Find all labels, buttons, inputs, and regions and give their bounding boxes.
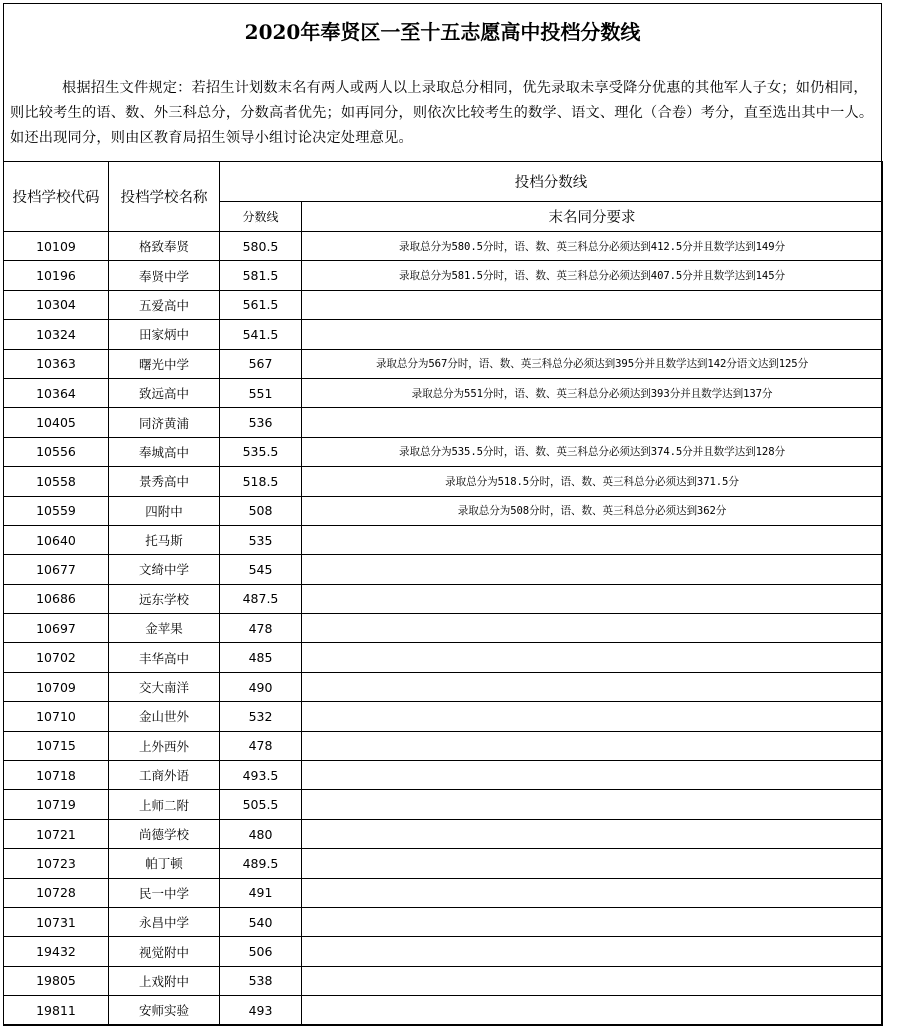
tie-requirement-cell: 录取总分为535.5分时，语、数、英三科总分必须达到374.5分并且数学达到128分 [302,437,883,466]
school-name-cell: 永昌中学 [109,907,220,936]
school-name-cell: 金山世外 [109,702,220,731]
school-code-cell: 10559 [4,496,109,525]
school-code-cell: 10558 [4,467,109,496]
score-cell: 540 [220,907,302,936]
score-cell: 491 [220,878,302,907]
school-name-cell: 景秀高中 [109,467,220,496]
table-row [4,614,883,643]
table-row [4,437,883,466]
score-cell: 581.5 [220,261,302,290]
table-row [4,966,883,995]
header-score-line: 分数线 [220,202,302,232]
school-code-cell: 19805 [4,966,109,995]
tie-requirement-cell: 录取总分为551分时，语、数、英三科总分必须达到393分并且数学达到137分 [302,378,883,407]
table-row [4,584,883,613]
school-name-cell: 上师二附 [109,790,220,819]
tie-requirement-cell [302,614,883,643]
school-name-cell: 托马斯 [109,525,220,554]
school-code-cell: 10718 [4,761,109,790]
school-code-cell: 10109 [4,232,109,261]
tie-requirement-cell: 录取总分为580.5分时，语、数、英三科总分必须达到412.5分并且数学达到149分 [302,232,883,261]
school-name-cell: 帕丁顿 [109,849,220,878]
school-name-cell: 上戏附中 [109,966,220,995]
school-code-cell: 10723 [4,849,109,878]
tie-requirement-cell [302,966,883,995]
score-table [3,161,883,1026]
admission-rule-text [4,56,881,156]
tie-requirement-cell [302,584,883,613]
table-row [4,349,883,378]
table-row [4,937,883,966]
spreadsheet [3,3,882,1025]
score-cell: 490 [220,672,302,701]
school-code-cell: 10719 [4,790,109,819]
table-row [4,643,883,672]
school-code-cell: 10405 [4,408,109,437]
table-row [4,731,883,760]
score-cell: 551 [220,378,302,407]
school-code-cell: 10364 [4,378,109,407]
score-cell: 493 [220,996,302,1025]
header-row [4,162,883,202]
table-body [4,232,883,1026]
school-code-cell: 10363 [4,349,109,378]
tie-requirement-cell [302,290,883,319]
page-title: 2020年奉贤区一至十五志愿高中投档分数线 [244,19,641,44]
tie-requirement-cell [302,790,883,819]
table-row [4,555,883,584]
school-name-cell: 曙光中学 [109,349,220,378]
score-cell: 493.5 [220,761,302,790]
rule-paragraph: 根据招生文件规定：若招生计划数末名有两人或两人以上录取总分相同，优先录取未享受降分优惠的其他军人子女；如仍相同，则比较考生的语、数、外三科总分，分数高者优先；如再同分，则依次比较考生的数学、语文、理化（合卷）考分，直至选出其中一人。如还出现同分，则由区教育局招生领导小组讨论决定处理意见。 [10,80,874,146]
school-code-cell: 19811 [4,996,109,1025]
school-name-cell: 金苹果 [109,614,220,643]
score-cell: 535.5 [220,437,302,466]
school-name-cell: 上外西外 [109,731,220,760]
table-row [4,232,883,261]
table-row [4,819,883,848]
school-name-cell: 视觉附中 [109,937,220,966]
table-row [4,672,883,701]
score-cell: 508 [220,496,302,525]
school-name-cell: 工商外语 [109,761,220,790]
school-name-cell: 远东学校 [109,584,220,613]
table-row [4,467,883,496]
school-code-cell: 10702 [4,643,109,672]
tie-requirement-cell [302,819,883,848]
tie-requirement-cell [302,555,883,584]
school-name-cell: 奉城高中 [109,437,220,466]
tie-requirement-cell [302,731,883,760]
tie-requirement-cell [302,672,883,701]
tie-requirement-cell [302,937,883,966]
school-code-cell: 10709 [4,672,109,701]
score-cell: 538 [220,966,302,995]
score-cell: 518.5 [220,467,302,496]
school-code-cell: 10686 [4,584,109,613]
school-name-cell: 交大南洋 [109,672,220,701]
tie-requirement-cell: 录取总分为508分时，语、数、英三科总分必须达到362分 [302,496,883,525]
score-cell: 545 [220,555,302,584]
table-row [4,378,883,407]
score-cell: 532 [220,702,302,731]
school-code-cell: 10731 [4,907,109,936]
score-cell: 561.5 [220,290,302,319]
school-code-cell: 10640 [4,525,109,554]
tie-requirement-cell [302,643,883,672]
tie-requirement-cell [302,525,883,554]
school-code-cell: 10715 [4,731,109,760]
school-name-cell: 五爱高中 [109,290,220,319]
table-row [4,849,883,878]
score-cell: 567 [220,349,302,378]
table-row [4,907,883,936]
tie-requirement-cell [302,878,883,907]
tie-requirement-cell [302,408,883,437]
tie-requirement-cell [302,702,883,731]
header-school-name: 投档学校名称 [109,162,220,232]
table-row [4,496,883,525]
school-code-cell: 10196 [4,261,109,290]
score-cell: 480 [220,819,302,848]
score-cell: 505.5 [220,790,302,819]
table-row [4,996,883,1025]
header-score-group: 投档分数线 [220,162,883,202]
score-cell: 478 [220,614,302,643]
score-cell: 506 [220,937,302,966]
school-name-cell: 同济黄浦 [109,408,220,437]
school-name-cell: 四附中 [109,496,220,525]
score-cell: 541.5 [220,320,302,349]
tie-requirement-cell: 录取总分为581.5分时，语、数、英三科总分必须达到407.5分并且数学达到145分 [302,261,883,290]
tie-requirement-cell [302,761,883,790]
score-cell: 580.5 [220,232,302,261]
header-tie-requirement: 末名同分要求 [302,202,883,232]
table-row [4,261,883,290]
school-name-cell: 安师实验 [109,996,220,1025]
table-row [4,878,883,907]
school-code-cell: 10556 [4,437,109,466]
school-code-cell: 10721 [4,819,109,848]
tie-requirement-cell: 录取总分为567分时，语、数、英三科总分必须达到395分并且数学达到142分语文达到125分 [302,349,883,378]
table-row [4,525,883,554]
score-cell: 478 [220,731,302,760]
school-name-cell: 文绮中学 [109,555,220,584]
table-row [4,290,883,319]
score-cell: 485 [220,643,302,672]
table-row [4,761,883,790]
school-name-cell: 奉贤中学 [109,261,220,290]
tie-requirement-cell: 录取总分为518.5分时，语、数、英三科总分必须达到371.5分 [302,467,883,496]
school-name-cell: 田家炳中 [109,320,220,349]
school-name-cell: 民一中学 [109,878,220,907]
school-code-cell: 10728 [4,878,109,907]
school-code-cell: 10710 [4,702,109,731]
tie-requirement-cell [302,907,883,936]
table-row [4,320,883,349]
score-cell: 535 [220,525,302,554]
school-name-cell: 丰华高中 [109,643,220,672]
school-code-cell: 10304 [4,290,109,319]
table-row [4,790,883,819]
header-school-code: 投档学校代码 [4,162,109,232]
school-code-cell: 10677 [4,555,109,584]
tie-requirement-cell [302,320,883,349]
table-row [4,408,883,437]
school-name-cell: 尚德学校 [109,819,220,848]
school-code-cell: 19432 [4,937,109,966]
school-code-cell: 10324 [4,320,109,349]
score-cell: 536 [220,408,302,437]
tie-requirement-cell [302,996,883,1025]
school-name-cell: 致远高中 [109,378,220,407]
school-code-cell: 10697 [4,614,109,643]
table-row [4,702,883,731]
tie-requirement-cell [302,849,883,878]
score-cell: 489.5 [220,849,302,878]
school-name-cell: 格致奉贤 [109,232,220,261]
score-cell: 487.5 [220,584,302,613]
